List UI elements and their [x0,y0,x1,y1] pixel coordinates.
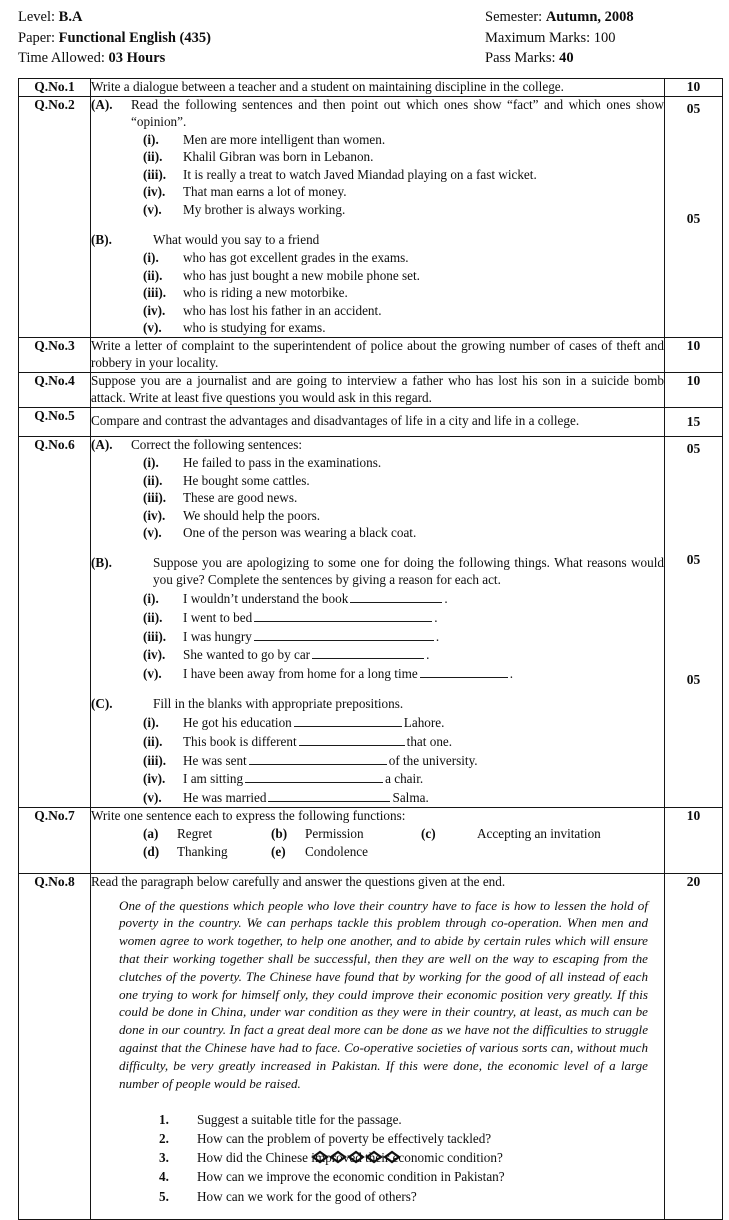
item-suffix: . [435,628,440,644]
q6-part-b-label: (B). [91,555,112,571]
item-suffix: . [444,591,448,607]
item-suffix: that one. [406,734,453,750]
item-number: 2. [159,1130,169,1146]
answer-blank[interactable] [294,714,402,727]
item-text [183,590,664,608]
q6-part-c-text: Fill in the blanks with appropriate prepositions. [153,696,404,712]
questions-table [18,78,723,1220]
q7-functions-row-1 [91,825,664,843]
q2-marks-part-b: 05 [686,210,701,226]
q8-marks: 20 [665,873,723,1219]
item-text: who is studying for exams. [183,320,326,336]
list-item [91,132,664,149]
header-max-marks-value: 100 [593,29,616,46]
q2-part-a-text: Read the following sentences and then point out which ones show “fact” and which ones show “opinion”. [131,96,664,129]
q6-part-a [91,437,664,454]
item-text [183,665,664,683]
q4-number: Q.No.4 [19,373,91,408]
q2-body [91,96,665,338]
list-item [91,525,664,542]
item-text: He bought some cattles. [183,472,310,488]
q2-part-a-label: (A). [91,96,113,112]
item-text [183,628,664,646]
q6-part-a-label: (A). [91,436,113,452]
item-text: Men are more intelligent than women. [183,131,386,147]
item-number: (i). [143,715,159,731]
q5-body [91,407,665,436]
list-item [91,1168,664,1187]
list-item [91,455,664,472]
function-value: Condolence [305,843,368,859]
item-text [183,714,664,732]
list-item [91,1130,664,1149]
item-number: (i). [143,250,159,266]
list-item [91,320,664,337]
q8-passage: One of the questions which people who love their country have to face is how to lessen the hold of poverty in the country. We can perhaps tackle this problem through co-operation. When men and women agree to work together, to help one another, and to abide by certain rules which will ensure that their working together shall be successful, then they are well on the way to escaping from the clutches of the poverty. The Chinese have found that by working for the good of all instead of each one trying to work for himself only, they could improve their economic position very greatly. If this could be done in China, under war condition as they were in their country, at least, as much can be done in our country. In fact a great deal more can be done as we have not the difficulties to struggle against that the Chinese have had to face. Co-operative societies of various sorts can, without much difficulty, be very greatly increased in Pakistan. If this were done, the economic level of a large number of people would be raised. [119,897,648,1091]
answer-blank[interactable] [268,789,390,802]
item-number: (ii). [143,610,163,626]
item-text: How can the problem of poverty be effectively tackled? [197,1130,492,1146]
page-header [0,0,729,67]
list-item [91,590,664,609]
q2-marks-cell [665,96,723,338]
item-suffix: Salma. [392,789,429,805]
item-text [183,609,664,627]
q6-marks-cell [665,436,723,807]
header-level-label: Level: [18,9,56,25]
q3-body [91,338,665,373]
item-text: who has lost his father in an accident. [183,302,382,318]
q1-body [91,79,665,97]
item-prefix: This book is different [183,734,297,750]
q7-body [91,808,665,874]
function-value: Thanking [177,843,228,859]
item-number: (v). [143,320,162,336]
item-prefix: I have been away from home for a long time [183,665,418,681]
q2-number: Q.No.2 [19,96,91,338]
function-key: (e) [271,843,286,859]
q3-text: Write a letter of complaint to the superintendent of police about the growing number of cases of theft and robbery in your locality. [91,338,664,371]
item-number: (ii). [143,149,163,165]
list-item [91,646,664,665]
answer-blank[interactable] [420,665,508,678]
table-row-q2 [19,96,723,338]
header-semester-label: Semester: [485,9,543,25]
header-left-block [18,7,211,69]
diamond-row-icon [309,1150,421,1164]
item-number: (v). [143,665,162,681]
item-text [183,789,664,807]
list-item [91,1110,664,1129]
q1-marks: 10 [665,79,723,97]
item-text: He failed to pass in the examinations. [183,455,382,471]
q7-function-a [143,826,271,843]
item-suffix: . [426,647,430,663]
item-prefix: I went to bed [183,610,253,626]
item-number: (iii). [143,166,167,182]
q6-part-a-text: Correct the following sentences: [131,436,303,452]
q6-number: Q.No.6 [19,436,91,807]
item-number: (iii). [143,490,167,506]
q4-marks: 10 [665,373,723,408]
list-item [91,714,664,733]
item-number: 5. [159,1188,169,1204]
header-maximum-marks [485,28,634,49]
item-prefix: He was sent [183,752,247,768]
item-suffix: . [434,610,438,626]
q7-number: Q.No.7 [19,808,91,874]
item-text: How can we work for the good of others? [197,1188,417,1204]
list-item [91,302,664,319]
list-item [91,751,664,770]
item-text: How can we improve the economic condition in Pakistan? [197,1169,505,1185]
q7-function-d [143,844,271,861]
answer-blank[interactable] [299,733,405,746]
item-text: Suggest a suitable title for the passage. [197,1111,402,1127]
list-item [91,609,664,628]
item-prefix: He got his education [183,715,292,731]
q7-marks: 10 [665,808,723,874]
header-time-label: Time Allowed: [18,50,105,67]
q2-part-b-list [91,250,664,337]
header-level [18,7,211,28]
item-prefix: He was married [183,789,267,805]
item-text: who has just bought a new mobile phone set. [183,267,420,283]
item-number: (v). [143,524,162,540]
table-row-q7 [19,808,723,874]
header-max-marks-label: Maximum Marks: [485,29,591,46]
q6-body [91,436,665,807]
item-text [183,646,664,664]
item-number: (iii). [143,285,167,301]
list-item [91,250,664,267]
header-right-block [485,7,634,69]
header-paper-label: Paper: [18,29,56,46]
q8-body [91,873,665,1219]
item-number: (iv). [143,184,166,200]
item-number: 3. [159,1150,169,1166]
header-pass-marks-label: Pass Marks: [485,50,556,67]
list-item [91,733,664,752]
item-number: (ii). [143,267,163,283]
item-number: (iv). [143,771,166,787]
item-prefix: She wanted to go by car [183,647,311,663]
list-item [91,184,664,201]
q7-function-b [271,826,421,843]
function-key: (b) [271,825,288,841]
item-prefix: I am sitting [183,771,244,787]
item-text [183,752,664,770]
item-prefix: I was hungry [183,628,252,644]
item-number: (i). [143,591,159,607]
list-item [91,770,664,789]
q1-number: Q.No.1 [19,79,91,97]
list-item [91,202,664,219]
list-item [91,490,664,507]
list-item [91,788,664,807]
q3-marks: 10 [665,338,723,373]
q6-part-b [91,555,664,589]
item-number: 4. [159,1169,169,1185]
q6-part-c-list [91,714,664,807]
q3-number: Q.No.3 [19,338,91,373]
function-key: (c) [421,825,436,841]
item-number: 1. [159,1111,169,1127]
table-row-q1 [19,79,723,97]
list-item [91,1187,664,1206]
q2-part-a-list [91,132,664,219]
q2-part-b-text: What would you say to a friend [153,232,320,248]
list-item [91,267,664,284]
q4-body [91,373,665,408]
item-text: who has got excellent grades in the exams. [183,250,409,266]
table-row-q6 [19,436,723,807]
item-number: (v). [143,201,162,217]
item-number: (iii). [143,628,167,644]
item-number: (v). [143,789,162,805]
answer-blank[interactable] [254,609,432,622]
q6-marks-part-a: 05 [686,440,701,456]
function-value: Accepting an invitation [477,825,601,841]
q8-instruction: Read the paragraph below carefully and answer the questions given at the end. [91,873,506,889]
answer-blank[interactable] [254,628,434,641]
table-row-q3 [19,338,723,373]
table-row-q4 [19,373,723,408]
q6-part-a-list [91,455,664,542]
item-number: (iv). [143,302,166,318]
item-number: (ii). [143,472,163,488]
item-text: How did the Chinese improved their economic condition? [197,1150,503,1166]
q6-part-c [91,696,664,713]
item-text: who is riding a new motorbike. [183,285,348,301]
item-text: We should help the poors. [183,507,321,523]
q6-part-b-text: Suppose you are apologizing to some one for doing the following things. What reasons would you give? Complete the sentences by giving a reason for each act. [153,555,664,588]
list-item [91,285,664,302]
function-value: Regret [177,825,213,841]
header-pass-marks [485,48,634,69]
item-number: (iii). [143,752,167,768]
q2-part-a [91,97,664,131]
answer-blank[interactable] [312,646,424,659]
q7-function-e [271,844,421,861]
item-text: One of the person was wearing a black coat. [183,524,417,540]
answer-blank[interactable] [245,770,383,783]
item-text [183,733,664,751]
q8-number: Q.No.8 [19,873,91,1219]
item-number: (i). [143,455,159,471]
header-time-allowed [18,48,211,69]
q7-function-c [421,826,601,843]
header-semester [485,7,634,28]
q2-part-b-label: (B). [91,232,112,248]
list-item [91,472,664,489]
q2-part-b [91,232,664,249]
footer-ornament [0,1149,729,1164]
header-time-value: 03 Hours [108,50,166,67]
header-level-value: B.A [58,9,83,25]
item-text: Khalil Gibran was born in Lebanon. [183,149,374,165]
q6-part-b-list [91,590,664,683]
item-prefix: I wouldn’t understand the book [183,591,349,607]
function-value: Permission [305,825,364,841]
q5-marks: 15 [665,407,723,436]
header-paper-value: Functional English (435) [58,29,211,46]
header-semester-value: Autumn, 2008 [545,9,634,25]
q7-functions-row-2 [91,843,664,861]
item-number: (ii). [143,734,163,750]
q4-text: Suppose you are a journalist and are going to interview a father who has lost his son in a suicide bomb attack. Write at least five questions you would ask in this regard. [91,373,664,406]
q1-text: Write a dialogue between a teacher and a student on maintaining discipline in the college. [91,79,564,94]
function-key: (a) [143,825,159,841]
header-paper [18,28,211,49]
list-item [91,664,664,683]
function-key: (d) [143,843,160,859]
header-pass-marks-value: 40 [559,50,574,67]
q5-number: Q.No.5 [19,407,91,436]
table-row-q8 [19,873,723,1219]
item-text: That man earns a lot of money. [183,184,347,200]
item-suffix: a chair. [385,771,424,787]
item-number: (iv). [143,647,166,663]
item-suffix: of the university. [388,752,478,768]
q6-part-c-label: (C). [91,696,113,712]
item-number: (iv). [143,507,166,523]
item-text: It is really a treat to watch Javed Miandad playing on a fast wicket. [183,166,537,182]
q2-marks-part-a: 05 [686,100,701,116]
list-item [91,149,664,166]
q6-marks-part-c: 05 [686,671,701,687]
table-row-q5 [19,407,723,436]
item-suffix: Lahore. [403,715,445,731]
q6-marks-part-b: 05 [686,551,701,567]
item-text [183,770,664,788]
list-item [91,167,664,184]
item-number: (i). [143,131,159,147]
item-text: These are good news. [183,490,298,506]
answer-blank[interactable] [249,752,387,765]
list-item [91,627,664,646]
q7-text: Write one sentence each to express the following functions: [91,808,406,824]
list-item [91,507,664,524]
answer-blank[interactable] [350,590,442,603]
q5-text: Compare and contrast the advantages and disadvantages of life in a city and life in a college. [91,412,580,428]
item-text: My brother is always working. [183,201,346,217]
item-suffix: . [509,665,514,681]
